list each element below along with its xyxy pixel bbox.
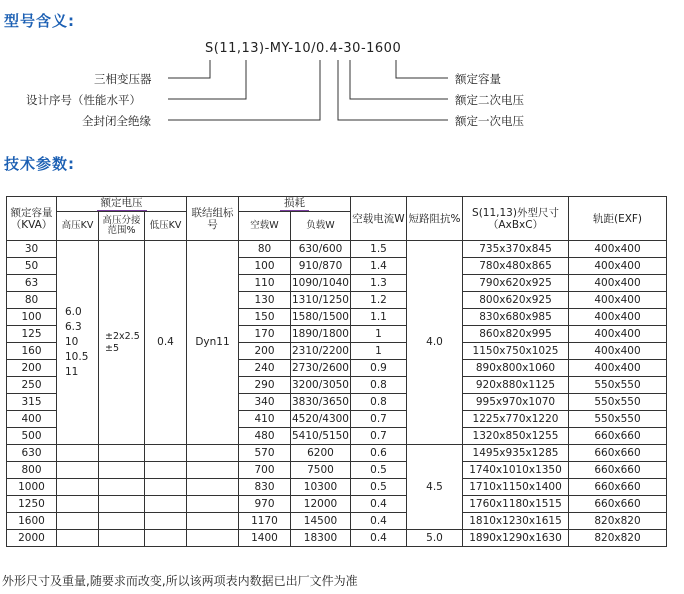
cell-low-voltage-empty [145, 496, 187, 513]
high-voltage-value: 6.3 [65, 321, 82, 333]
cell-noload: 100 [239, 258, 291, 275]
cell-noload: 130 [239, 292, 291, 309]
cell-noload: 970 [239, 496, 291, 513]
cell-gauge: 660x660 [569, 445, 667, 462]
cell-high-voltage-empty [57, 445, 99, 462]
spec-table [6, 196, 667, 547]
cell-tap-range-empty [99, 479, 145, 496]
cell-noload: 290 [239, 377, 291, 394]
label-rated-capacity: 额定容量 [455, 72, 501, 86]
header-impedance: 短路阻抗% [407, 197, 463, 241]
section-title-tech-params: 技术参数: [4, 155, 75, 173]
cell-gauge: 550x550 [569, 394, 667, 411]
cell-kva: 160 [7, 343, 57, 360]
cell-noload: 150 [239, 309, 291, 326]
header-tap-range: 高压分接范围% [99, 212, 145, 241]
high-voltage-value: 10.5 [65, 351, 89, 363]
cell-load: 2730/2600 [291, 360, 351, 377]
cell-current: 1.5 [351, 241, 407, 258]
cell-gauge: 400x400 [569, 258, 667, 275]
cell-noload: 570 [239, 445, 291, 462]
cell-kva: 400 [7, 411, 57, 428]
header-rated-voltage: 额定电压 [57, 197, 187, 212]
cell-impedance: 5.0 [407, 530, 463, 547]
header-capacity: 额定容量（KVA） [7, 197, 57, 241]
cell-low-voltage-empty [145, 530, 187, 547]
label-design-serial: 设计序号（性能水平） [26, 93, 141, 107]
cell-current: 1.1 [351, 309, 407, 326]
cell-high-voltage [57, 241, 99, 445]
header-gauge: 轨距(EXF) [569, 197, 667, 241]
cell-noload: 80 [239, 241, 291, 258]
footnote: 外形尺寸及重量,随要求而改变,所以该两项表内数据已出厂文件为准 [2, 574, 358, 588]
cell-connection-empty [187, 530, 239, 547]
cell-tap-range-empty [99, 496, 145, 513]
cell-dimensions: 800x620x925 [463, 292, 569, 309]
cell-load: 10300 [291, 479, 351, 496]
header-load: 负载W [291, 212, 351, 241]
cell-tap-range-empty [99, 513, 145, 530]
section-title-model-meaning: 型号含义: [4, 12, 75, 30]
cell-high-voltage-empty [57, 496, 99, 513]
cell-dimensions: 995x970x1070 [463, 394, 569, 411]
cell-load: 1090/1040 [291, 275, 351, 292]
cell-dimensions: 1710x1150x1400 [463, 479, 569, 496]
cell-noload: 170 [239, 326, 291, 343]
cell-current: 0.5 [351, 479, 407, 496]
cell-gauge: 550x550 [569, 377, 667, 394]
cell-connection-empty [187, 479, 239, 496]
cell-load: 3200/3050 [291, 377, 351, 394]
cell-kva: 500 [7, 428, 57, 445]
cell-kva: 1000 [7, 479, 57, 496]
header-dimensions: S(11,13)外型尺寸（AxBxC） [463, 197, 569, 241]
cell-gauge: 550x550 [569, 411, 667, 428]
high-voltage-value: 6.0 [65, 306, 82, 318]
cell-dimensions: 1495x935x1285 [463, 445, 569, 462]
table-row [7, 241, 667, 258]
header-connection: 联结组标号 [187, 197, 239, 241]
cell-kva: 80 [7, 292, 57, 309]
cell-load: 630/600 [291, 241, 351, 258]
cell-kva: 250 [7, 377, 57, 394]
cell-gauge: 400x400 [569, 241, 667, 258]
cell-kva: 200 [7, 360, 57, 377]
cell-kva: 2000 [7, 530, 57, 547]
cell-noload: 110 [239, 275, 291, 292]
cell-dimensions: 735x370x845 [463, 241, 569, 258]
cell-noload: 700 [239, 462, 291, 479]
cell-gauge: 820x820 [569, 530, 667, 547]
cell-load: 910/870 [291, 258, 351, 275]
cell-current: 1 [351, 343, 407, 360]
cell-dimensions: 1740x1010x1350 [463, 462, 569, 479]
cell-noload: 240 [239, 360, 291, 377]
cell-current: 0.9 [351, 360, 407, 377]
cell-high-voltage-empty [57, 530, 99, 547]
cell-gauge: 660x660 [569, 428, 667, 445]
cell-current: 0.8 [351, 377, 407, 394]
cell-current: 1.2 [351, 292, 407, 309]
cell-gauge: 400x400 [569, 360, 667, 377]
cell-load: 14500 [291, 513, 351, 530]
cell-high-voltage-empty [57, 479, 99, 496]
cell-load: 18300 [291, 530, 351, 547]
label-rated-secondary-voltage: 额定二次电压 [455, 93, 524, 107]
tap-value: ±5 [105, 342, 120, 354]
cell-dimensions: 1320x850x1255 [463, 428, 569, 445]
cell-dimensions: 1810x1230x1615 [463, 513, 569, 530]
cell-dimensions: 780x480x865 [463, 258, 569, 275]
cell-low-voltage-empty [145, 479, 187, 496]
high-voltage-value: 10 [65, 336, 79, 348]
model-code: S(11,13)-MY-10/0.4-30-1600 [205, 41, 402, 56]
cell-noload: 830 [239, 479, 291, 496]
cell-connection-empty [187, 496, 239, 513]
cell-dimensions: 920x880x1125 [463, 377, 569, 394]
cell-kva: 100 [7, 309, 57, 326]
cell-low-voltage-empty [145, 513, 187, 530]
cell-high-voltage-empty [57, 462, 99, 479]
cell-dimensions: 890x800x1060 [463, 360, 569, 377]
cell-noload: 340 [239, 394, 291, 411]
cell-dimensions: 830x680x985 [463, 309, 569, 326]
table-row [7, 530, 667, 547]
cell-current: 0.4 [351, 496, 407, 513]
cell-dimensions: 790x620x925 [463, 275, 569, 292]
cell-load: 3830/3650 [291, 394, 351, 411]
cell-kva: 125 [7, 326, 57, 343]
label-three-phase: 三相变压器 [94, 72, 152, 86]
high-voltage-value: 11 [65, 366, 79, 378]
cell-gauge: 660x660 [569, 496, 667, 513]
cell-dimensions: 860x820x995 [463, 326, 569, 343]
cell-load: 1310/1250 [291, 292, 351, 309]
cell-current: 0.7 [351, 411, 407, 428]
table-row [7, 445, 667, 462]
cell-load: 6200 [291, 445, 351, 462]
table-row [7, 479, 667, 496]
cell-kva: 50 [7, 258, 57, 275]
label-rated-primary-voltage: 额定一次电压 [455, 114, 524, 128]
cell-connection-empty [187, 462, 239, 479]
cell-load: 5410/5150 [291, 428, 351, 445]
cell-load: 12000 [291, 496, 351, 513]
table-row [7, 513, 667, 530]
cell-tap-range-empty [99, 530, 145, 547]
cell-current: 0.6 [351, 445, 407, 462]
cell-current: 0.4 [351, 513, 407, 530]
cell-dimensions: 1760x1180x1515 [463, 496, 569, 513]
cell-high-voltage-empty [57, 513, 99, 530]
cell-dimensions: 1150x750x1025 [463, 343, 569, 360]
cell-dimensions: 1890x1290x1630 [463, 530, 569, 547]
cell-connection-empty [187, 513, 239, 530]
header-noload: 空载W [239, 212, 291, 241]
cell-current: 1.3 [351, 275, 407, 292]
cell-low-voltage-empty [145, 445, 187, 462]
cell-low-voltage: 0.4 [145, 241, 187, 445]
cell-load: 1580/1500 [291, 309, 351, 326]
cell-impedance: 4.5 [407, 445, 463, 530]
cell-noload: 410 [239, 411, 291, 428]
cell-kva: 630 [7, 445, 57, 462]
cell-load: 2310/2200 [291, 343, 351, 360]
cell-gauge: 660x660 [569, 462, 667, 479]
table-row [7, 462, 667, 479]
header-loss: 损耗 [239, 197, 351, 212]
cell-gauge: 400x400 [569, 343, 667, 360]
cell-tap-range [99, 241, 145, 445]
cell-current: 0.7 [351, 428, 407, 445]
cell-current: 1 [351, 326, 407, 343]
cell-dimensions: 1225x770x1220 [463, 411, 569, 428]
table-row [7, 496, 667, 513]
cell-noload: 200 [239, 343, 291, 360]
cell-gauge: 400x400 [569, 292, 667, 309]
cell-kva: 63 [7, 275, 57, 292]
cell-current: 1.4 [351, 258, 407, 275]
header-low-voltage: 低压KV [145, 212, 187, 241]
cell-connection-empty [187, 445, 239, 462]
cell-connection: Dyn11 [187, 241, 239, 445]
cell-gauge: 400x400 [569, 275, 667, 292]
cell-impedance: 4.0 [407, 241, 463, 445]
tap-value: ±2x2.5 [105, 330, 140, 342]
cell-noload: 1400 [239, 530, 291, 547]
cell-low-voltage-empty [145, 462, 187, 479]
header-noload-current: 空载电流W [351, 197, 407, 241]
cell-load: 7500 [291, 462, 351, 479]
cell-kva: 800 [7, 462, 57, 479]
cell-current: 0.5 [351, 462, 407, 479]
cell-noload: 1170 [239, 513, 291, 530]
cell-kva: 1250 [7, 496, 57, 513]
cell-kva: 1600 [7, 513, 57, 530]
cell-gauge: 400x400 [569, 309, 667, 326]
header-high-voltage: 高压KV [57, 212, 99, 241]
label-sealed-insulated: 全封闭全绝缘 [82, 114, 151, 128]
cell-current: 0.8 [351, 394, 407, 411]
cell-current: 0.4 [351, 530, 407, 547]
cell-kva: 315 [7, 394, 57, 411]
cell-load: 4520/4300 [291, 411, 351, 428]
cell-kva: 30 [7, 241, 57, 258]
cell-tap-range-empty [99, 462, 145, 479]
cell-gauge: 820x820 [569, 513, 667, 530]
header-row [7, 197, 667, 212]
cell-tap-range-empty [99, 445, 145, 462]
cell-gauge: 660x660 [569, 479, 667, 496]
cell-gauge: 400x400 [569, 326, 667, 343]
cell-noload: 480 [239, 428, 291, 445]
cell-load: 1890/1800 [291, 326, 351, 343]
